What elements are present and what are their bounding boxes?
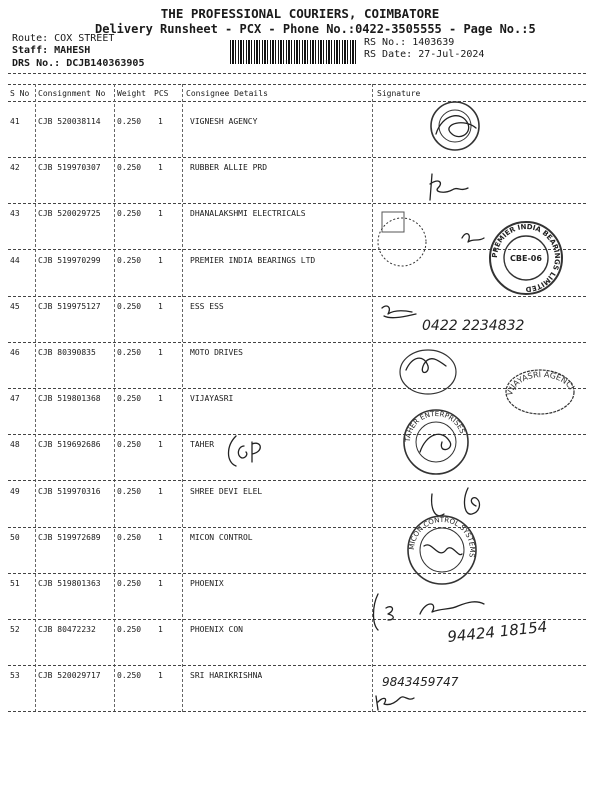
row-pcs: 1	[158, 440, 163, 449]
row-consignment-no: CJB 519972689	[38, 533, 101, 542]
handwritten-phone: 0422 2234832	[422, 318, 525, 334]
row-consignee: VIJAYASRI	[190, 394, 234, 403]
row-consignment-no: CJB 519801363	[38, 579, 101, 588]
row-weight: 0.250	[117, 302, 142, 311]
route-value: COX STREET	[54, 33, 115, 44]
row-consignment-no: CJB 519970299	[38, 256, 101, 265]
row-weight: 0.250	[117, 487, 142, 496]
row-consignee: RUBBER ALLIE PRD	[190, 163, 268, 172]
row-pcs: 1	[158, 579, 163, 588]
row-consignment-no: CJB 519970316	[38, 487, 101, 496]
signature-stamp-moto	[369, 333, 586, 406]
staff-value: MAHESH	[54, 45, 91, 56]
row-sno: 53	[10, 671, 20, 680]
row-weight: 0.250	[117, 533, 142, 542]
row-pcs: 1	[158, 117, 163, 126]
row-sno: 47	[10, 394, 20, 403]
signature-stamp-premier	[372, 208, 586, 298]
row-consignee: SHREE DEVI ELEL	[190, 487, 263, 496]
signature-rubber-allie	[372, 164, 586, 208]
row-consignee: SRI HARIKRISHNA	[190, 671, 263, 680]
row-consignment-no: CJB 519692686	[38, 440, 101, 449]
col-header-signature: Signature	[377, 89, 421, 98]
row-pcs: 1	[158, 256, 163, 265]
row-divider	[8, 157, 586, 158]
row-pcs: 1	[158, 209, 163, 218]
svg-text:TAHER ENTERPRISES	[404, 410, 467, 443]
row-consignee: TAHER	[190, 440, 215, 449]
row-consignment-no: CJB 519801368	[38, 394, 101, 403]
row-weight: 0.250	[117, 256, 142, 265]
signature-sri-harikrishna	[372, 668, 586, 712]
row-pcs: 1	[158, 671, 163, 680]
row-consignment-no: CJB 520029725	[38, 209, 101, 218]
row-sno: 49	[10, 487, 20, 496]
runsheet-subtitle: Delivery Runsheet - PCX - Phone No.:0422-3505555 - Page No.:5	[95, 22, 536, 36]
row-consignment-no: CJB 80390835	[38, 348, 96, 357]
row-weight: 0.250	[117, 625, 142, 634]
handwritten-phone: 94424 18154	[446, 617, 549, 646]
row-sno: 48	[10, 440, 20, 449]
row-pcs: 1	[158, 625, 163, 634]
row-sno: 50	[10, 533, 20, 542]
row-weight: 0.250	[117, 209, 142, 218]
staff-label: Staff:	[12, 45, 49, 56]
drs-line	[12, 58, 144, 69]
row-pcs: 1	[158, 302, 163, 311]
row-weight: 0.250	[117, 579, 142, 588]
rs-no-value: 1403639	[412, 37, 455, 48]
company-title: THE PROFESSIONAL COURIERS, COIMBATORE	[160, 6, 440, 21]
vijayasri-stamp-text: VIJAYASRI AGENCIES	[369, 333, 577, 397]
row-weight: 0.250	[117, 671, 142, 680]
row-consignee: VIGNESH AGENCY	[190, 117, 258, 126]
row-weight: 0.250	[117, 440, 142, 449]
rs-date-line	[364, 49, 484, 60]
signature-mark-taher	[222, 432, 282, 468]
row-sno: 52	[10, 625, 20, 634]
rs-no-line	[364, 37, 454, 48]
row-consignment-no: CJB 519970307	[38, 163, 101, 172]
col-divider	[114, 84, 115, 712]
row-weight: 0.250	[117, 163, 142, 172]
row-consignee: PHOENIX CON	[190, 625, 243, 634]
row-sno: 46	[10, 348, 20, 357]
premier-stamp-text: PREMIER INDIA BEARINGS LIMITED	[490, 222, 562, 294]
handwritten-phone: 9843459747	[382, 675, 459, 689]
signature-stamp-vignesh	[372, 104, 586, 148]
micon-stamp-text: MICON CONTROL SYSTEMS	[407, 515, 477, 559]
signature-phoenix	[372, 590, 586, 660]
row-consignment-no: CJB 519975127	[38, 302, 101, 311]
row-sno: 43	[10, 209, 20, 218]
row-consignee: MICON CONTROL	[190, 533, 253, 542]
signature-stamp-taher	[372, 409, 586, 472]
col-divider	[182, 84, 183, 712]
staff-line	[12, 45, 90, 56]
row-pcs: 1	[158, 394, 163, 403]
row-sno: 44	[10, 256, 20, 265]
row-consignment-no: CJB 520038114	[38, 117, 101, 126]
row-consignee: PREMIER INDIA BEARINGS LTD	[190, 256, 316, 265]
row-consignee: MOTO DRIVES	[190, 348, 243, 357]
signature-stamp-micon	[372, 515, 586, 580]
row-pcs: 1	[158, 487, 163, 496]
row-sno: 45	[10, 302, 20, 311]
premier-stamp-center: CBE-06	[510, 254, 542, 263]
drs-label: DRS No.:	[12, 58, 61, 69]
row-consignee: ESS ESS	[190, 302, 224, 311]
row-weight: 0.250	[117, 348, 142, 357]
svg-text:VIJAYASRI AGENCIES	[369, 333, 576, 397]
row-sno: 42	[10, 163, 20, 172]
row-consignee: PHOENIX	[190, 579, 224, 588]
col-header-sno: S No	[10, 89, 30, 98]
route-line	[12, 33, 114, 44]
row-pcs: 1	[158, 163, 163, 172]
col-header-weight: Weight	[117, 89, 146, 98]
row-pcs: 1	[158, 348, 163, 357]
rs-date-label: RS Date:	[364, 49, 413, 60]
row-weight: 0.250	[117, 117, 142, 126]
route-label: Route:	[12, 33, 49, 44]
header-bottom-rule	[8, 101, 586, 102]
row-consignment-no: CJB 80472232	[38, 625, 96, 634]
rs-no-label: RS No.:	[364, 37, 407, 48]
row-divider	[8, 665, 586, 666]
row-sno: 41	[10, 117, 20, 126]
row-sno: 51	[10, 579, 20, 588]
top-rule	[8, 73, 586, 74]
row-pcs: 1	[158, 533, 163, 542]
drs-value: DCJB140363905	[66, 58, 145, 69]
taher-stamp-text: TAHER ENTERPRISES	[403, 409, 467, 443]
rs-date-value: 27-Jul-2024	[418, 49, 485, 60]
col-header-consignment: Consignment No	[38, 89, 106, 98]
col-divider	[35, 84, 36, 712]
header-top-rule	[8, 84, 586, 85]
signature-ess-ess	[372, 300, 586, 344]
barcode	[230, 40, 358, 64]
row-consignee: DHANALAKSHMI ELECTRICALS	[190, 209, 306, 218]
row-weight: 0.250	[117, 394, 142, 403]
row-consignment-no: CJB 520029717	[38, 671, 101, 680]
col-header-consignee: Consignee Details	[186, 89, 268, 98]
col-header-pcs: PCS	[154, 89, 169, 98]
